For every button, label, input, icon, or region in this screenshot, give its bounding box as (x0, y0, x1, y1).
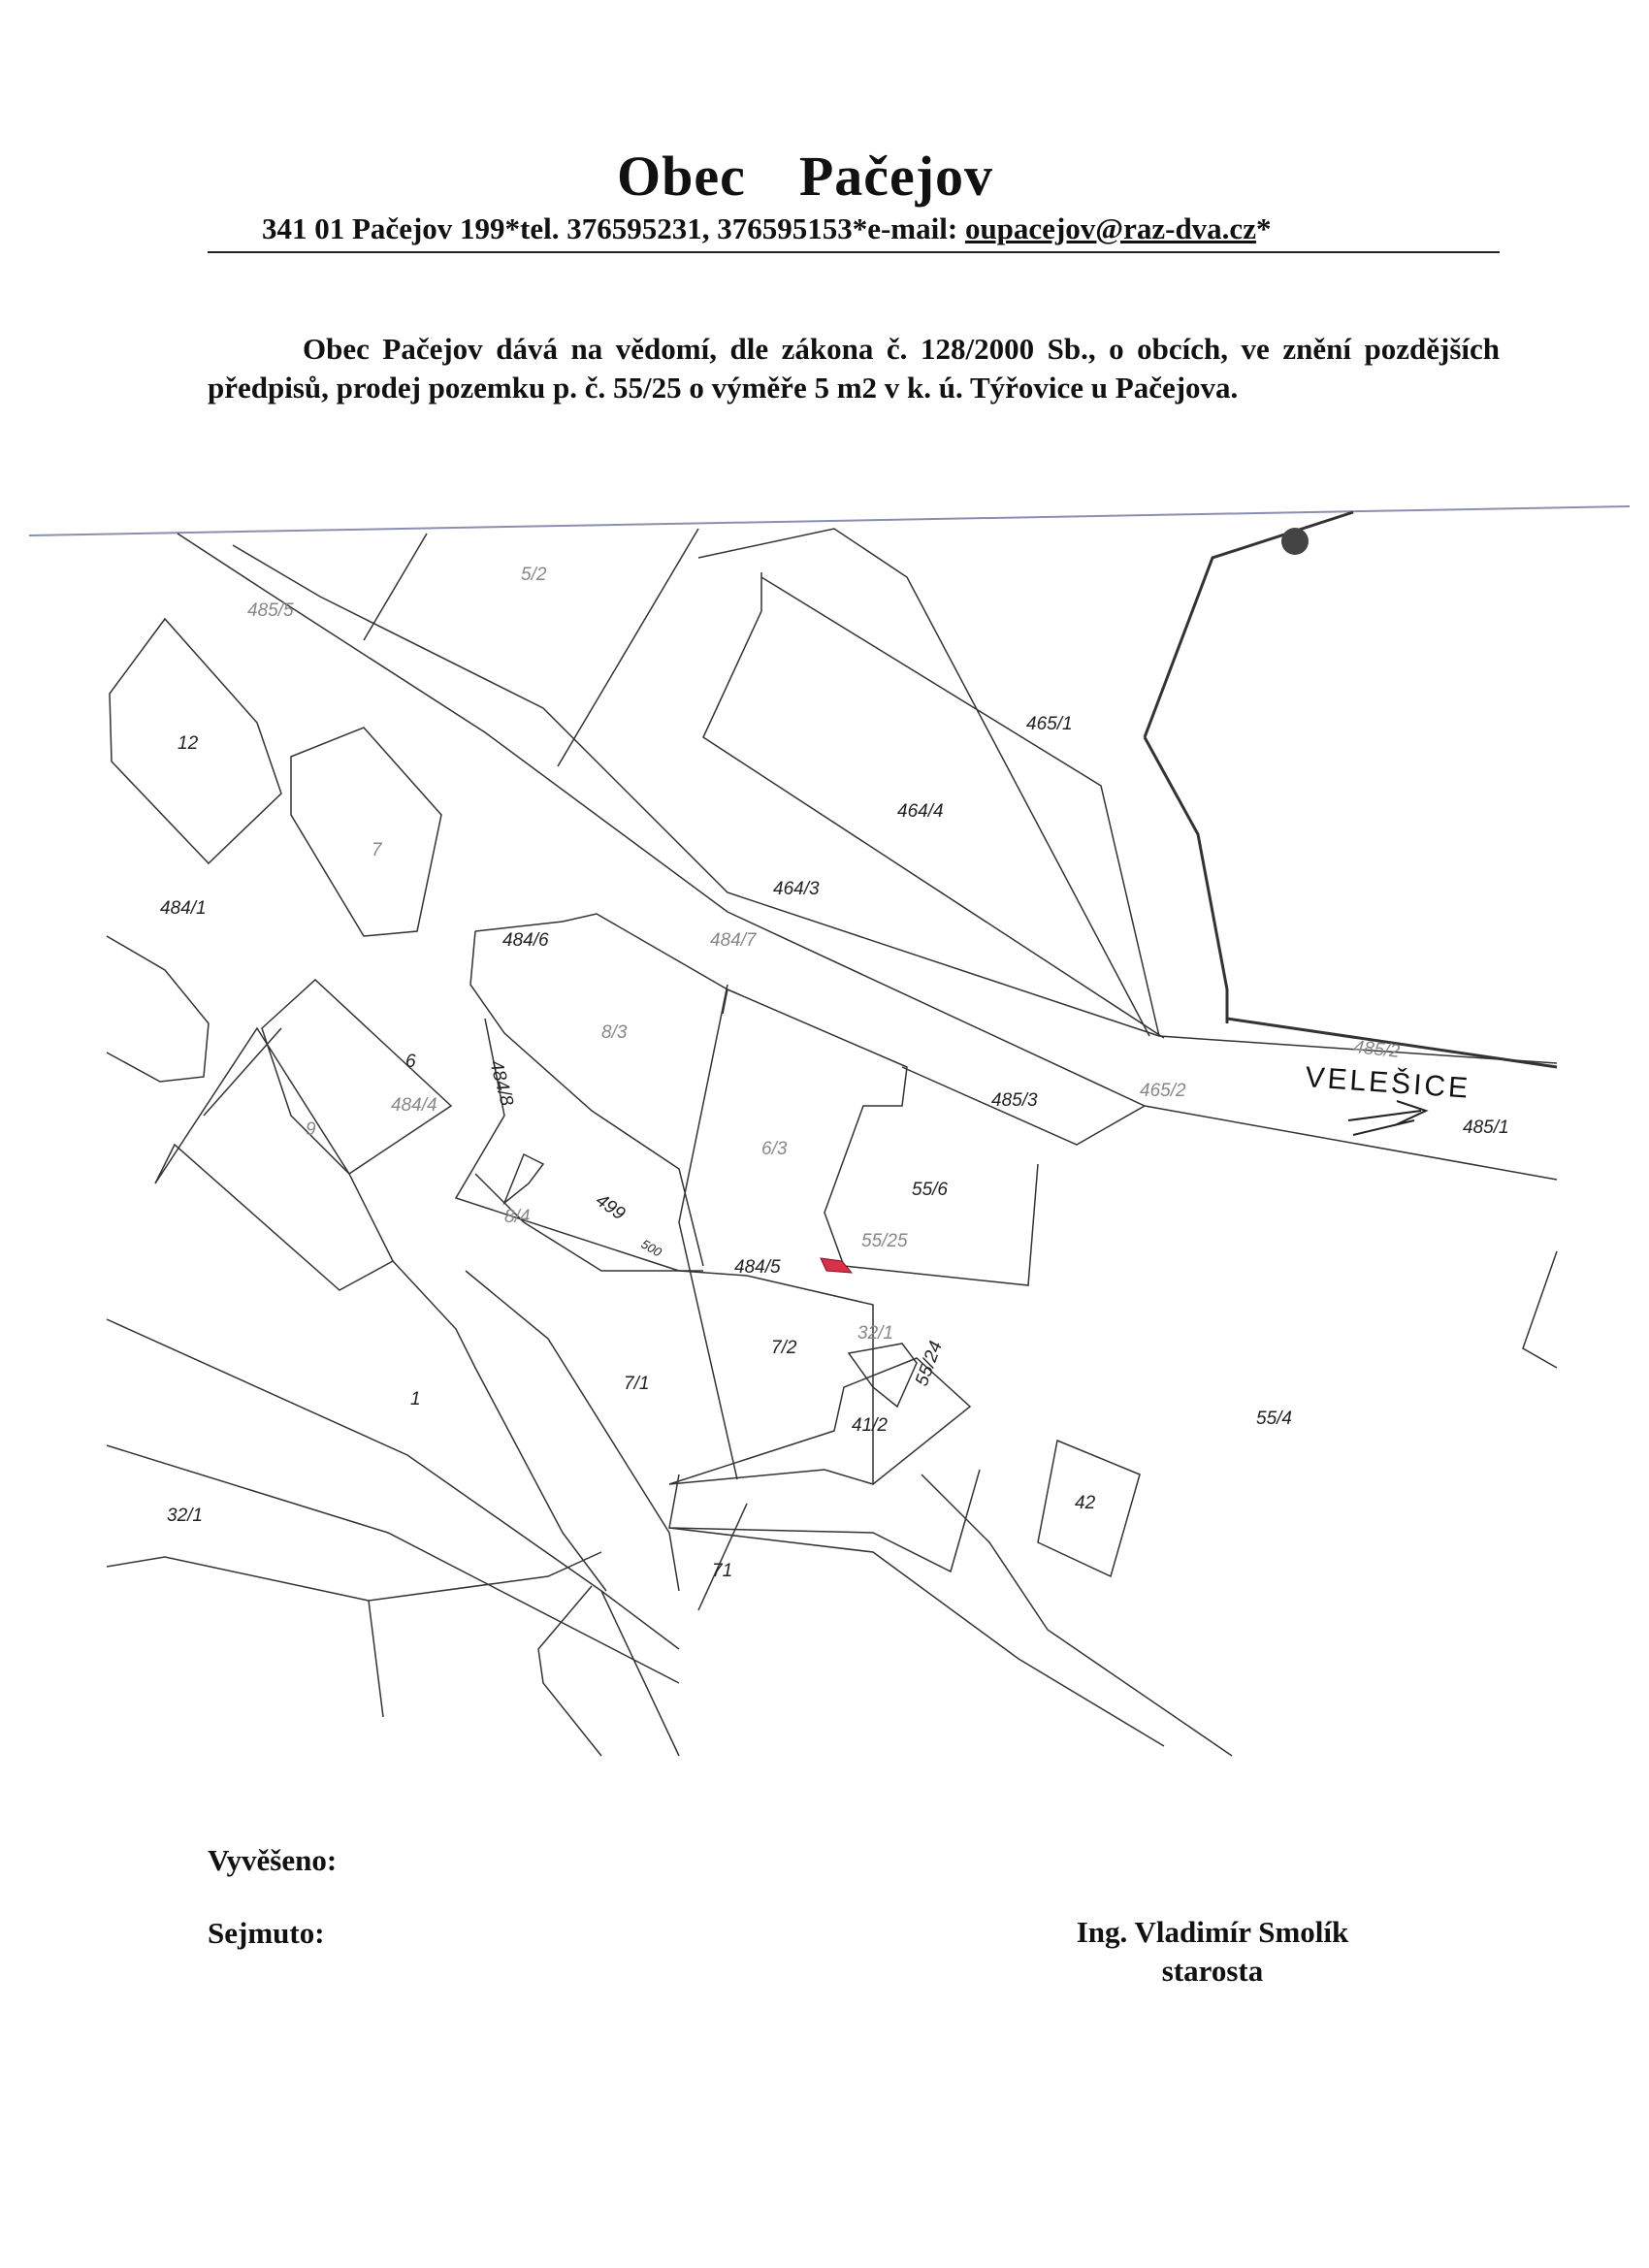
email-link[interactable]: oupacejov@raz-dva.cz (964, 211, 1256, 245)
parcel-line (698, 529, 1149, 1036)
boundary-line (1145, 737, 1227, 1023)
map-top-border (29, 506, 1630, 535)
parcel-line (504, 1154, 543, 1203)
parcel-label: 9 (306, 1119, 316, 1140)
parcel-label: 55/4 (1256, 1409, 1292, 1429)
parcel-label: 485/3 (991, 1090, 1038, 1111)
parcel-line (466, 1271, 679, 1591)
parcel-line (679, 1271, 873, 1484)
parcel-label: 484/4 (391, 1095, 437, 1116)
parcel-label: 485/5 (247, 600, 294, 621)
boundary-line (1145, 512, 1353, 737)
signer-name: Ing. Vladimír Smolík (1076, 1915, 1349, 1949)
parcel-label: 55/25 (861, 1231, 908, 1251)
address-line (262, 211, 1271, 246)
parcel-line (107, 1319, 679, 1649)
parcel-line (369, 1552, 601, 1601)
highlighted-parcel-55-25 (821, 1258, 852, 1273)
parcel-label: 499 (592, 1189, 630, 1225)
parcel-label: 8/3 (601, 1022, 628, 1043)
parcel-line (679, 985, 737, 1479)
parcel-label: 484/1 (160, 898, 207, 919)
parcel-line (698, 1504, 747, 1610)
parcel-label: 465/1 (1026, 714, 1073, 734)
signer-role: starosta (1161, 1954, 1264, 1988)
parcel-label: 32/1 (857, 1323, 893, 1344)
boundary-marker (1281, 528, 1309, 555)
parcel-line (107, 1445, 679, 1683)
parcel-label: 32/1 (167, 1506, 203, 1526)
parcel-label: 8/4 (504, 1207, 531, 1227)
title-word-pacejov: Pačejov (798, 145, 994, 208)
parcel-line (669, 1470, 980, 1571)
parcel-line (393, 1261, 606, 1591)
parcel-line (107, 936, 209, 1082)
parcel-line (262, 980, 451, 1174)
parcel-label: 7 (372, 840, 382, 860)
parcel-label: 1 (410, 1389, 421, 1409)
notice-paragraph: Obec Pačejov dává na vědomí, dle zákona č. 128/2000 Sb., o obcích, ve znění pozdějších předpisů, prodej pozemku p. č. 55/25 o výměře 5 m2 v k. ú. Týřovice u Pačejova. (208, 332, 1500, 405)
parcel-line (204, 1028, 281, 1116)
parcel-line (538, 1586, 601, 1756)
parcel-line (703, 611, 1164, 1038)
handwritten-place-label: VELEŠICE (1304, 1061, 1472, 1105)
parcel-label: 464/3 (773, 879, 820, 899)
parcel-label: 7/1 (624, 1374, 650, 1394)
parcel-label: 485/2 (1352, 1037, 1401, 1062)
parcel-label: 7/2 (771, 1338, 797, 1358)
parcel-line (475, 914, 728, 1014)
parcel-label: 6 (405, 1052, 416, 1072)
address-end: * (1255, 211, 1272, 245)
parcel-label: 484/8 (485, 1057, 517, 1109)
parcel-line (291, 728, 441, 936)
parcel-line (601, 1591, 679, 1756)
parcel-label: 42 (1075, 1493, 1096, 1513)
parcel-label: 71 (712, 1561, 733, 1581)
parcel-label: 55/6 (912, 1180, 948, 1200)
parcel-label: 6/3 (761, 1139, 788, 1159)
parcel-label: 12 (178, 733, 199, 754)
parcel-label: 500 (638, 1236, 664, 1260)
signature-block (1057, 1913, 1368, 1991)
parcel-line (669, 1528, 1164, 1746)
parcel-line (558, 529, 698, 766)
parcel-line (107, 1557, 383, 1717)
parcel-label: 5/2 (521, 565, 547, 585)
parcel-line (364, 534, 427, 640)
parcel-label: 41/2 (852, 1415, 888, 1436)
page-title (0, 144, 1610, 209)
parcel-label: 484/6 (502, 930, 549, 951)
address-text: 341 01 Pačejov 199*tel. 376595231, 376595153*e-mail: (262, 211, 965, 245)
parcel-label: 484/5 (734, 1257, 781, 1278)
parcel-label: 484/7 (710, 930, 757, 951)
posted-label: Vyvěšeno: (208, 1843, 338, 1877)
parcel-line (761, 577, 1159, 1036)
parcel-line (456, 1019, 679, 1271)
parcel-label: 55/24 (911, 1338, 947, 1389)
removed-label: Sejmuto: (208, 1916, 325, 1950)
parcel-label: 465/2 (1140, 1081, 1186, 1101)
parcel-line (849, 1344, 917, 1407)
parcel-line (922, 1474, 1232, 1756)
parcel-label: 485/1 (1463, 1118, 1509, 1138)
parcel-label: 464/4 (897, 801, 944, 822)
title-word-obec: Obec (616, 145, 746, 208)
parcel-line (1523, 1251, 1557, 1368)
parcel-line (155, 1028, 393, 1290)
direction-arrow (1348, 1101, 1426, 1135)
header-divider (208, 251, 1500, 253)
cadastral-map (0, 485, 1649, 1785)
